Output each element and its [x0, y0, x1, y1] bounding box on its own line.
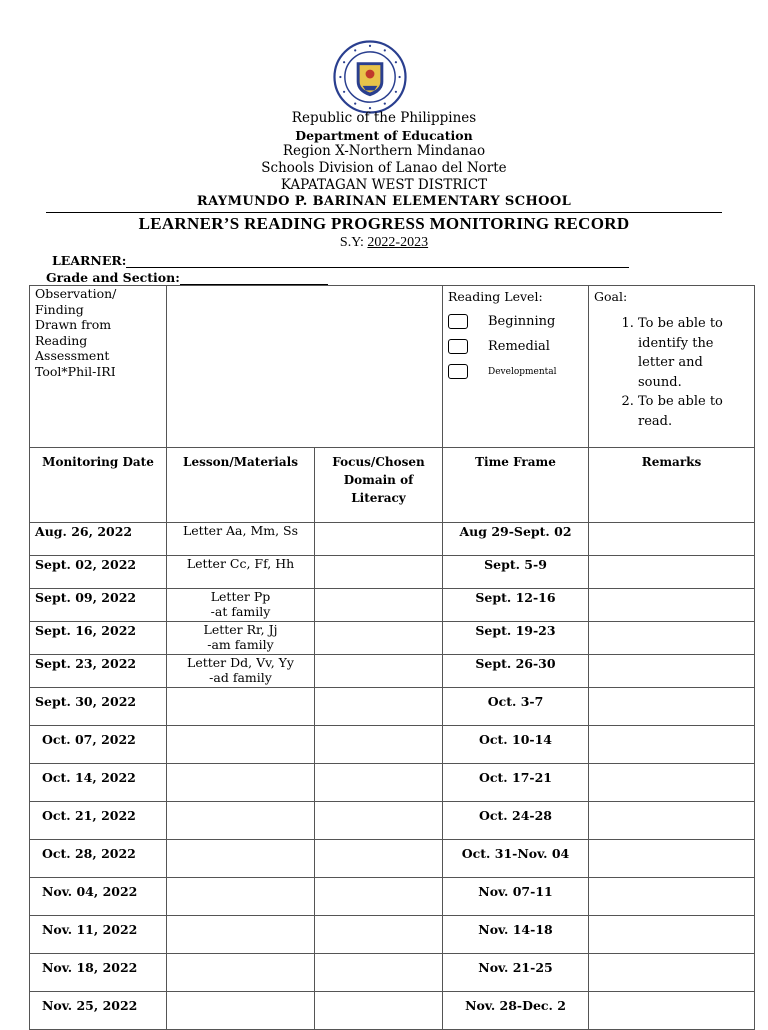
- focus-domain-cell[interactable]: [315, 655, 443, 688]
- lesson-line: -am family: [207, 637, 274, 652]
- focus-domain-cell[interactable]: [315, 556, 443, 589]
- school-year: [0, 235, 768, 251]
- time-frame-cell[interactable]: Sept. 19-23: [443, 622, 589, 655]
- time-frame-cell[interactable]: Oct. 10-14: [443, 726, 589, 764]
- lesson-materials-cell[interactable]: [167, 802, 315, 840]
- table-row: [30, 840, 755, 878]
- observation-label-cell: [30, 286, 167, 448]
- focus-domain-cell[interactable]: [315, 764, 443, 802]
- lesson-line: Letter Aa, Mm, Ss: [182, 523, 299, 538]
- monitoring-date-cell[interactable]: Oct. 07, 2022: [30, 726, 167, 764]
- school-year-value: 2022-2023: [367, 235, 429, 250]
- school-name: RAYMUNDO P. BARINAN ELEMENTARY SCHOOL: [196, 194, 572, 209]
- lesson-line: Letter Cc, Ff, Hh: [186, 556, 295, 571]
- monitoring-date-cell[interactable]: Sept. 02, 2022: [30, 556, 167, 589]
- monitoring-date-cell[interactable]: Oct. 14, 2022: [30, 764, 167, 802]
- remarks-cell[interactable]: [589, 589, 755, 622]
- lesson-materials-cell[interactable]: [167, 878, 315, 916]
- lesson-line: -ad family: [209, 670, 272, 685]
- lesson-line: Letter Rr, Jj: [203, 622, 278, 637]
- time-frame-cell[interactable]: Nov. 14-18: [443, 916, 589, 954]
- time-frame-cell[interactable]: Oct. 17-21: [443, 764, 589, 802]
- header-republic: Republic of the Philippines: [291, 110, 477, 126]
- table-row: [30, 589, 755, 622]
- col-remarks: Remarks: [589, 448, 755, 523]
- remarks-cell[interactable]: [589, 688, 755, 726]
- focus-domain-cell[interactable]: [315, 878, 443, 916]
- focus-domain-cell[interactable]: [315, 802, 443, 840]
- table-row: [30, 655, 755, 688]
- table-row: [30, 916, 755, 954]
- time-frame-cell[interactable]: Oct. 31-Nov. 04: [443, 840, 589, 878]
- remarks-cell[interactable]: [589, 556, 755, 589]
- remarks-cell[interactable]: [589, 622, 755, 655]
- table-row: [30, 622, 755, 655]
- table-row: [30, 726, 755, 764]
- monitoring-date-cell[interactable]: Sept. 23, 2022: [30, 655, 167, 688]
- monitoring-date-cell[interactable]: Nov. 18, 2022: [30, 954, 167, 992]
- monitoring-date-cell[interactable]: Nov. 04, 2022: [30, 878, 167, 916]
- monitoring-date-cell[interactable]: Oct. 21, 2022: [30, 802, 167, 840]
- monitoring-table: [29, 285, 755, 1030]
- time-frame-cell[interactable]: Sept. 26-30: [443, 655, 589, 688]
- monitoring-date-cell[interactable]: Oct. 28, 2022: [30, 840, 167, 878]
- monitoring-date-cell[interactable]: Nov. 25, 2022: [30, 992, 167, 1030]
- school-year-label: S.Y:: [339, 235, 368, 250]
- focus-domain-cell[interactable]: [315, 622, 443, 655]
- record-title: LEARNER’S READING PROGRESS MONITORING RECORD: [138, 214, 630, 233]
- lesson-materials-cell[interactable]: [167, 726, 315, 764]
- goal-list: [594, 314, 749, 431]
- table-row: [30, 764, 755, 802]
- lesson-materials-cell[interactable]: [167, 589, 315, 622]
- table-row: [30, 802, 755, 840]
- reading-level-cell: [443, 286, 589, 448]
- table-row: [30, 523, 755, 556]
- lesson-materials-cell[interactable]: [167, 523, 315, 556]
- focus-domain-cell[interactable]: [315, 688, 443, 726]
- remarks-cell[interactable]: [589, 523, 755, 556]
- col-focus-domain: Focus/Chosen Domain of Literacy: [315, 448, 443, 523]
- time-frame-cell[interactable]: Aug 29-Sept. 02: [443, 523, 589, 556]
- header-district: KAPATAGAN WEST DISTRICT: [280, 177, 488, 193]
- grade-section-field: [46, 270, 328, 285]
- remedial-checkbox[interactable]: [448, 339, 468, 354]
- observation-label-line: Drawn from: [35, 317, 112, 333]
- level-beginning: [448, 314, 583, 329]
- time-frame-cell[interactable]: Oct. 3-7: [443, 688, 589, 726]
- header-divider: [46, 212, 722, 213]
- beginning-label: Beginning: [488, 314, 556, 329]
- learner-field: [52, 253, 629, 268]
- column-header-row: [30, 448, 755, 523]
- remarks-cell[interactable]: [589, 655, 755, 688]
- observation-finding-cell[interactable]: [167, 286, 443, 448]
- observation-label-line: Observation/: [35, 286, 117, 301]
- remarks-cell[interactable]: [589, 802, 755, 840]
- remarks-cell[interactable]: [589, 916, 755, 954]
- focus-domain-cell[interactable]: [315, 589, 443, 622]
- focus-domain-cell[interactable]: [315, 726, 443, 764]
- observation-label-line: Assessment: [35, 348, 110, 364]
- col-monitoring-date: Monitoring Date: [30, 448, 167, 523]
- remarks-cell[interactable]: [589, 764, 755, 802]
- time-frame-cell[interactable]: Oct. 24-28: [443, 802, 589, 840]
- level-developmental: [448, 364, 583, 379]
- lesson-materials-cell[interactable]: [167, 556, 315, 589]
- level-remedial: [448, 339, 583, 354]
- remarks-cell[interactable]: [589, 954, 755, 992]
- developmental-checkbox[interactable]: [448, 364, 468, 379]
- reading-level-label: Reading Level:: [448, 289, 543, 304]
- table-row: [30, 954, 755, 992]
- learner-line[interactable]: [126, 267, 629, 268]
- focus-domain-cell[interactable]: [315, 954, 443, 992]
- lesson-materials-cell[interactable]: [167, 688, 315, 726]
- lesson-line: Letter Dd, Vv, Yy: [187, 655, 294, 670]
- lesson-materials-cell[interactable]: [167, 840, 315, 878]
- observation-row: [30, 286, 755, 448]
- deped-seal-logo: [333, 40, 407, 114]
- lesson-materials-cell[interactable]: [167, 655, 315, 688]
- goal-item: 2. To be able to read.: [638, 392, 749, 431]
- time-frame-cell[interactable]: Nov. 07-11: [443, 878, 589, 916]
- time-frame-cell[interactable]: Nov. 28-Dec. 2: [443, 992, 589, 1030]
- table-row: [30, 688, 755, 726]
- header-region: Region X-Northern Mindanao: [282, 143, 486, 159]
- monitoring-date-cell[interactable]: Nov. 11, 2022: [30, 916, 167, 954]
- lesson-materials-cell[interactable]: [167, 764, 315, 802]
- time-frame-cell[interactable]: Sept. 12-16: [443, 589, 589, 622]
- table-row: [30, 878, 755, 916]
- lesson-materials-cell[interactable]: [167, 622, 315, 655]
- goal-cell: [589, 286, 755, 448]
- col-lesson-materials: Lesson/Materials: [167, 448, 315, 523]
- lesson-materials-cell[interactable]: [167, 916, 315, 954]
- table-row: [30, 556, 755, 589]
- header-department: Department of Education: [295, 128, 473, 143]
- remedial-label: Remedial: [488, 339, 550, 354]
- focus-domain-cell[interactable]: [315, 916, 443, 954]
- lesson-line: -at family: [210, 604, 271, 619]
- monitoring-date-cell[interactable]: Aug. 26, 2022: [30, 523, 167, 556]
- time-frame-cell[interactable]: Nov. 21-25: [443, 954, 589, 992]
- lesson-line: Letter Pp: [210, 589, 271, 604]
- remarks-cell[interactable]: [589, 726, 755, 764]
- focus-domain-cell[interactable]: [315, 523, 443, 556]
- observation-label-line: Tool*Phil-IRI: [35, 363, 116, 379]
- header-division: Schools Division of Lanao del Norte: [261, 160, 507, 176]
- time-frame-cell[interactable]: Sept. 5-9: [443, 556, 589, 589]
- focus-domain-cell[interactable]: [315, 840, 443, 878]
- observation-label-line: Reading: [35, 332, 88, 348]
- beginning-checkbox[interactable]: [448, 314, 468, 329]
- remarks-cell[interactable]: [589, 840, 755, 878]
- monitoring-date-cell[interactable]: Sept. 16, 2022: [30, 622, 167, 655]
- lesson-materials-cell[interactable]: [167, 954, 315, 992]
- goal-item: 1. To be able to identify the letter and sound.: [638, 314, 749, 392]
- observation-label-line: Finding: [35, 301, 84, 317]
- remarks-cell[interactable]: [589, 878, 755, 916]
- grade-section-label: Grade and Section:: [46, 270, 180, 285]
- learner-label: LEARNER:: [52, 253, 127, 268]
- developmental-label: Developmental: [488, 366, 557, 377]
- col-time-frame: Time Frame: [443, 448, 589, 523]
- monitoring-date-cell[interactable]: Sept. 09, 2022: [30, 589, 167, 622]
- goal-label: Goal:: [594, 289, 628, 304]
- monitoring-date-cell[interactable]: Sept. 30, 2022: [30, 688, 167, 726]
